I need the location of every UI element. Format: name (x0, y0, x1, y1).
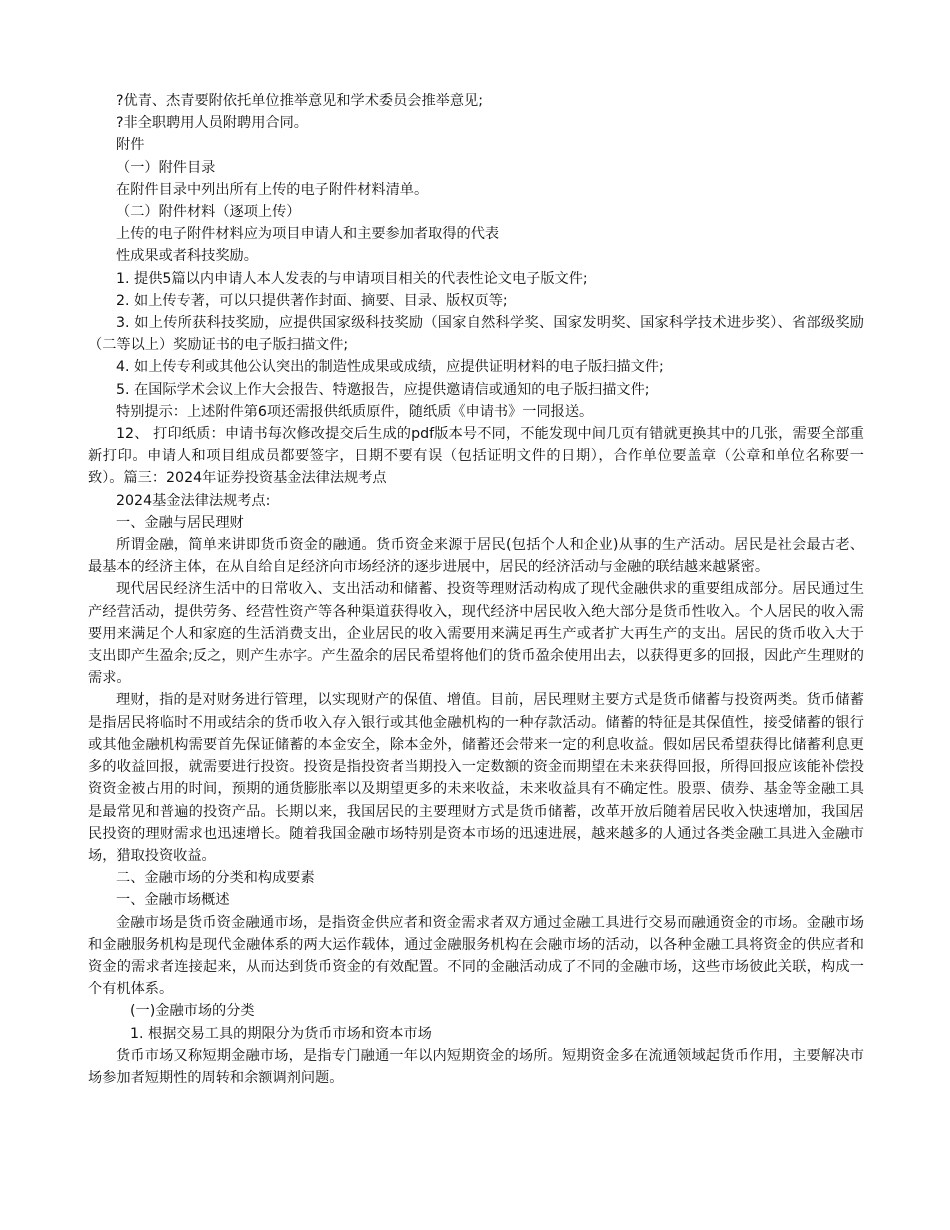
section-heading: （二）附件材料（逐项上传） (116, 204, 301, 221)
paragraph: 性成果或者科技奖励。 (116, 248, 258, 265)
section-heading: 一、金融市场概述 (116, 892, 230, 909)
section-heading: 附件 (116, 137, 145, 154)
section-heading: （一）附件目录 (116, 159, 216, 176)
list-item: 1. 提供5篇以内申请人本人发表的与申请项目相关的代表性论文电子版文件; (116, 270, 588, 287)
list-item: 5. 在国际学术会议上作大会报告、特邀报告，应提供邀请信或通知的电子版扫描文件; (116, 381, 650, 398)
list-item: 3. 如上传所获科技奖励，应提供国家级科技奖励（国家自然科学奖、国家发明奖、国家科学技术进步奖）、省部级奖励（二等以上）奖励证书的电子版扫描文件; (88, 315, 864, 354)
paragraph: 12、 打印纸质：申请书每次修改提交后生成的pdf版本号不同，不能发现中间几页有错就更换其中的几张，需要全部重新打印。申请人和项目组成员都要签字，日期不要有误（包括证明文件的日期），合作单位要盖章（公章和单位名称要一致）。篇三：2024年证券投资基金法律法规考点 (88, 426, 864, 487)
paragraph: ?优青、杰青要附依托单位推举意见和学术委员会推举意见; (116, 93, 483, 109)
paragraph: 在附件目录中列出所有上传的电子附件材料清单。 (116, 181, 429, 198)
paragraph: 金融市场是货币资金融通市场，是指资金供应者和资金需求者双方通过金融工具进行交易而融通资金的市场。金融市场和金融服务机构是现代金融体系的两大运作载体，通过金融服务机构在会融市场的活动，以各种金融工具将资金的供应者和资金的需求者连接起来，从而达到货币资金的有效配置。不同的金融活动成了不同的金融市场，这些市场彼此关联，构成一个有机体系。 (88, 914, 864, 998)
paragraph: 上传的电子附件材料应为项目申请人和主要参加者取得的代表 (116, 226, 500, 243)
section-heading: 2024基金法律法规考点: (116, 492, 271, 509)
note-paragraph: 特别提示：上述附件第6项还需报供纸质原件，随纸质《申请书》一同报送。 (116, 403, 594, 420)
paragraph: 货币市场又称短期金融市场，是指专门融通一年以内短期资金的场所。短期资金多在流通领域起货币作用，主要解决市场参加者短期性的周转和余额调剂问题。 (88, 1047, 864, 1086)
section-heading: 一、金融与居民理财 (116, 514, 244, 531)
list-item: 2. 如上传专著，可以只提供著作封面、摘要、目录、版权页等; (116, 292, 508, 309)
paragraph: ?非全职聘用人员附聘用合同。 (116, 115, 308, 132)
paragraph: 所谓金融，简单来讲即货币资金的融通。货币资金来源于居民(包括个人和企业)从事的生产活动。居民是社会最古老、最基本的经济主体，在从自给自足经济向市场经济的逐步进展中，居民的经济活动与金融的联结越来越紧密。 (88, 537, 864, 576)
document-body (88, 90, 864, 1089)
section-heading: 1. 根据交易工具的期限分为货币市场和资本市场 (130, 1025, 432, 1042)
list-item: 4. 如上传专利或其他公认突出的制造性成果或成绩，应提供证明材料的电子版扫描文件; (116, 359, 664, 376)
paragraph: 现代居民经济生活中的日常收入、支出活动和储蓄、投资等理财活动构成了现代金融供求的重要组成部分。居民通过生产经营活动，提供劳务、经营性资产等各种渠道获得收入，现代经济中居民收入绝大部分是货币性收入。个人居民的收入需要用来满足个人和家庭的生活消费支出，企业居民的收入需要用来满足再生产或者扩大再生产的支出。居民的货币收入大于支出即产生盈余;反之，则产生赤字。产生盈余的居民希望将他们的货币盈余使用出去，以获得更多的回报，因此产生理财的需求。 (88, 581, 864, 687)
section-heading: (一)金融市场的分类 (130, 1003, 255, 1020)
paragraph: 理财，指的是对财务进行管理，以实现财产的保值、增值。目前，居民理财主要方式是货币储蓄与投资两类。货币储蓄是指居民将临时不用或结余的货币收入存入银行或其他金融机构的一种存款活动。储蓄的特征是其保值性，接受储蓄的银行或其他金融机构需要首先保证储蓄的本金安全，除本金外，储蓄还会带来一定的利息收益。假如居民希望获得比储蓄利息更多的收益回报，就需要进行投资。投资是指投资者当期投入一定数额的资金而期望在未来获得回报，所得回报应该能补偿投资资金被占用的时间，预期的通货膨胀率以及期望更多的未来收益，未来收益具有不确定性。股票、债券、基金等金融工具是最常见和普遍的投资产品。长期以来，我国居民的主要理财方式是货币储蓄，改革开放后随着居民收入快速增加，我国居民投资的理财需求也迅速增长。随着我国金融市场特别是资本市场的迅速进展，越来越多的人通过各类金融工具进入金融市场，猎取投资收益。 (88, 692, 864, 864)
section-heading: 二、金融市场的分类和构成要素 (116, 870, 315, 887)
